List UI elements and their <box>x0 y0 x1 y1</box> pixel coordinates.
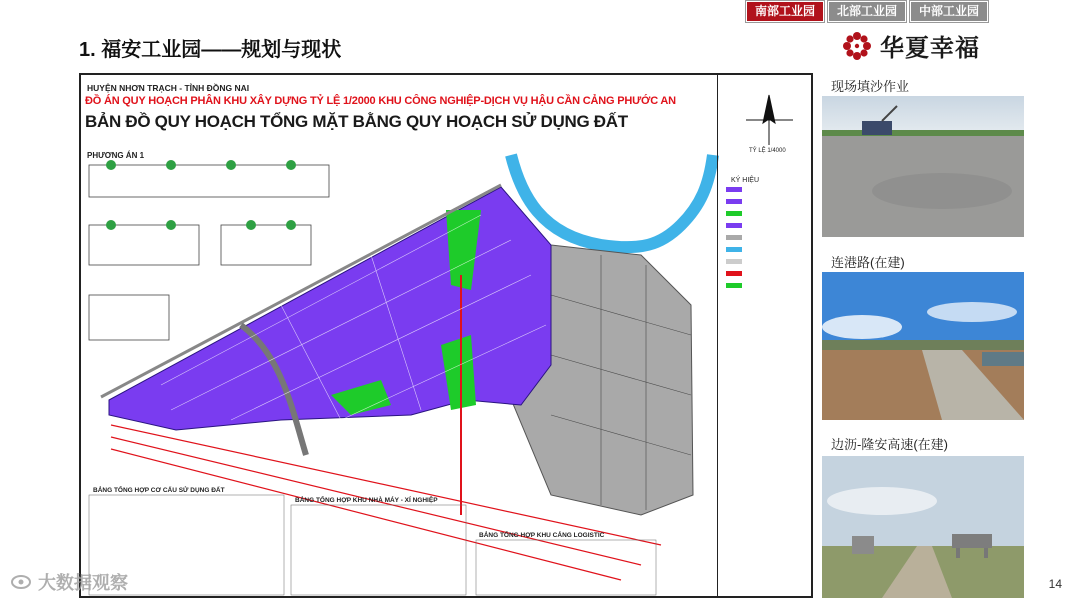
map-province: HUYỆN NHƠN TRẠCH - TỈNH ĐỒNG NAI <box>87 83 250 93</box>
map-option: PHƯƠNG ÁN 1 <box>87 151 145 160</box>
region-tabs <box>746 0 988 22</box>
tree-symbols <box>106 160 296 230</box>
photo-port-road <box>822 272 1024 420</box>
flower-logo-icon <box>842 31 872 61</box>
photo-caption-port-road: 连港路(在建) <box>831 255 905 270</box>
table-factory: BẢNG TỔNG HỢP KHU NHÀ MÁY - XÍ NGHIỆP <box>295 497 438 504</box>
logo-text: 华夏幸福 <box>880 35 980 62</box>
watermark-text: 大数据观察 <box>38 573 128 593</box>
photo-caption-highway: 边沥-隆安高速(在建) <box>831 437 948 452</box>
table-land-use: BẢNG TỔNG HỢP CƠ CẤU SỬ DỤNG ĐẤT <box>93 487 225 494</box>
map-title: BẢN ĐỒ QUY HOẠCH TỔNG MẶT BẰNG QUY HOẠCH SỬ DỤNG ĐẤT <box>85 112 628 131</box>
tab-central-park[interactable]: 中部工业园 <box>910 1 988 22</box>
table-logistics: BẢNG TỔNG HỢP KHU CẢNG LOGISTIC <box>479 532 605 539</box>
company-logo <box>842 28 980 63</box>
watermark <box>10 569 128 595</box>
map-scale: TỶ LỆ 1/4000 <box>749 148 786 154</box>
page-title: 1. 福安工业园——规划与现状 <box>79 39 342 61</box>
photo-highway <box>822 456 1024 598</box>
tab-north-park[interactable]: 北部工业园 <box>828 1 906 22</box>
summary-tables <box>89 495 656 595</box>
planning-map <box>79 73 813 598</box>
eye-icon <box>10 574 32 590</box>
photo-caption-sand: 现场填沙作业 <box>831 79 910 94</box>
legend-title: KÝ HIỆU <box>731 177 760 184</box>
page-number: 14 <box>1048 577 1062 591</box>
tab-south-park[interactable]: 南部工业园 <box>746 1 824 22</box>
map-project-title: ĐỒ ÁN QUY HOẠCH PHÂN KHU XÂY DỰNG TỶ LỆ 1/2000 KHU CÔNG NGHIỆP-DỊCH VỤ HẬU CẦN CẢNG PHƯỚC AN <box>85 95 676 107</box>
photo-sand-filling <box>822 96 1024 237</box>
map-drawing <box>81 75 813 598</box>
